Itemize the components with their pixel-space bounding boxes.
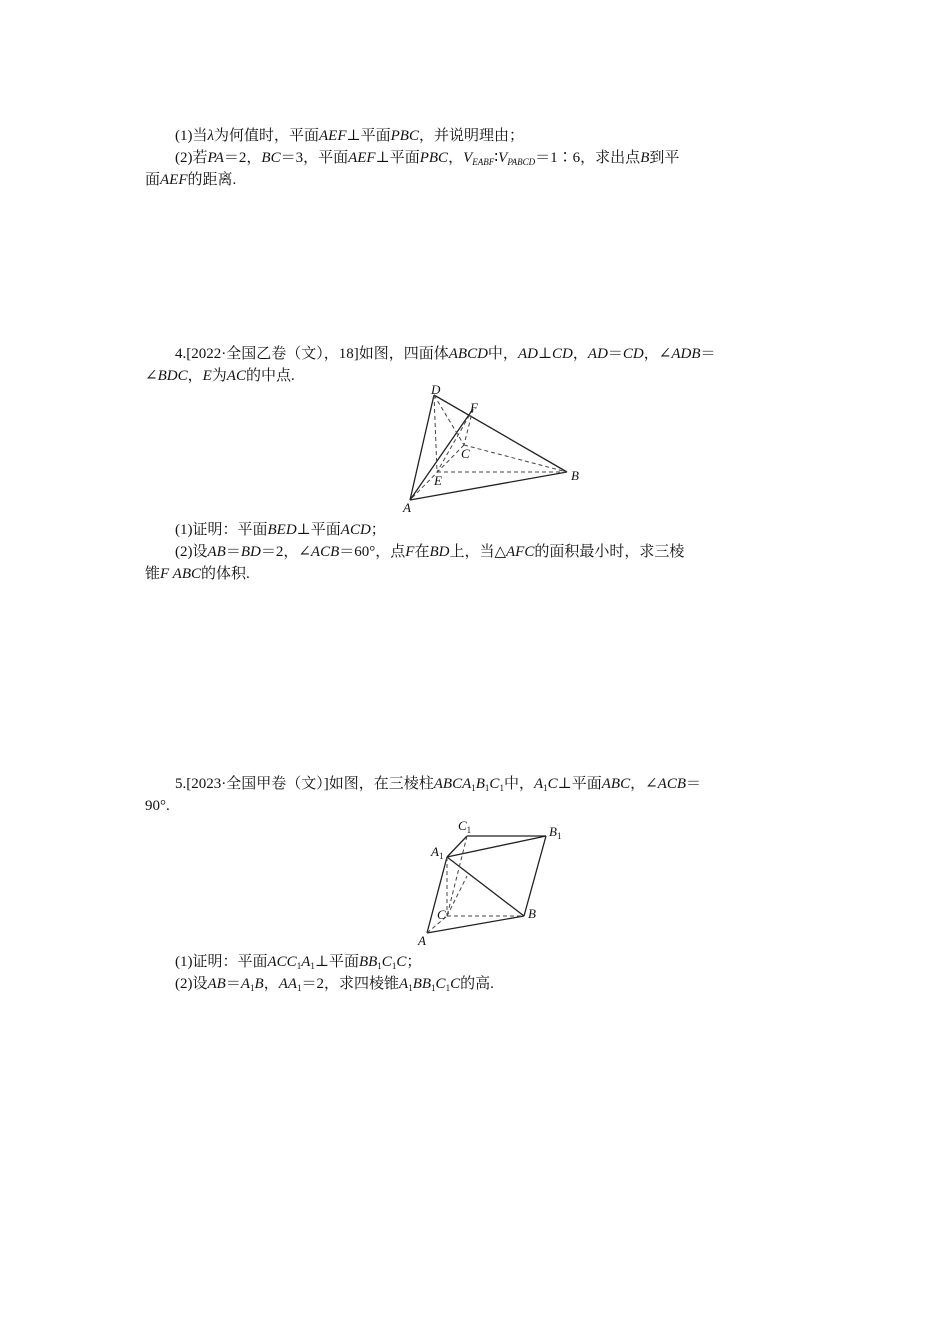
text-segment: ACD: [340, 522, 371, 538]
label-C: C: [437, 907, 446, 922]
text-segment: ABCD: [448, 346, 488, 362]
text-segment: F ABC: [160, 566, 201, 582]
text-segment: ＝: [700, 346, 716, 362]
text-segment: 的面积最小时，求三棱: [534, 544, 685, 560]
text-segment: λ: [207, 128, 214, 144]
text-segment: ACB: [310, 544, 340, 560]
text-segment: 的高.: [460, 976, 494, 992]
text-segment: AEF: [348, 150, 376, 166]
text-segment: ＝: [225, 544, 241, 560]
text-segment: ⊥: [537, 346, 553, 362]
text-segment: 为何值时，平面: [214, 128, 320, 144]
text-segment: BD: [429, 544, 450, 560]
text-segment: ＝: [607, 346, 623, 362]
text-segment: 在: [414, 544, 430, 560]
text-segment: AA: [278, 976, 298, 992]
text-segment: AEF: [160, 172, 188, 188]
label-A: A: [418, 933, 426, 947]
text-segment: ；: [370, 522, 386, 538]
text-segment: 1: [445, 983, 451, 993]
text-line-q5a: [175, 773, 810, 795]
text-segment: (2)设: [175, 976, 208, 992]
text-segment: CD: [552, 346, 573, 362]
label-B: B: [571, 468, 579, 483]
text-segment: 的体积.: [201, 566, 250, 582]
text-segment: ＝60°，点: [339, 544, 406, 560]
text-segment: C: [547, 776, 558, 792]
text-segment: B: [475, 776, 485, 792]
text-segment: BC: [261, 150, 281, 166]
text-segment: PA: [207, 150, 224, 166]
text-segment: ，∠: [630, 776, 658, 792]
text-segment: ＝2，: [223, 150, 262, 166]
label-F: F: [470, 400, 478, 415]
text-segment: PBC: [390, 128, 419, 144]
text-segment: AD: [517, 346, 538, 362]
text-segment: V: [463, 150, 473, 166]
text-segment: (1)当: [175, 128, 208, 144]
text-segment: CD: [622, 346, 644, 362]
text-segment: ，: [187, 368, 203, 384]
text-segment: 1: [310, 961, 315, 971]
text-segment: ＝2，∠: [260, 544, 311, 560]
label-B1: $B_1$: [549, 824, 562, 841]
text-segment: BD: [240, 544, 261, 560]
text-segment: ACC: [267, 954, 297, 970]
text-segment: 1: [431, 983, 436, 993]
label-B: B: [528, 906, 536, 921]
text-segment: B: [254, 976, 264, 992]
text-segment: 1: [250, 983, 255, 993]
text-segment: ；: [406, 954, 422, 970]
text-segment: ，并说明理由；: [418, 128, 524, 144]
text-segment: ，: [448, 150, 464, 166]
text-segment: E: [202, 368, 212, 384]
text-segment: F: [405, 544, 415, 560]
text-line-q4p2a: [175, 541, 810, 563]
text-segment: A: [301, 954, 311, 970]
text-segment: ＝1∶6，求出点: [535, 150, 641, 166]
text-line-q5p1: [175, 951, 810, 973]
label-E: E: [434, 473, 442, 488]
text-segment: 面: [145, 172, 161, 188]
text-segment: AEF: [319, 128, 347, 144]
text-segment: A: [399, 976, 409, 992]
text-segment: C: [450, 976, 461, 992]
text-segment: ＝3，平面: [280, 150, 349, 166]
text-segment: ∠: [145, 368, 158, 384]
text-segment: ，: [572, 346, 588, 362]
text-line-q4p1: [175, 519, 810, 541]
text-segment: ＝: [225, 976, 241, 992]
text-segment: (1)证明：平面: [175, 522, 268, 538]
text-segment: C: [435, 976, 446, 992]
text-segment: A: [533, 776, 544, 792]
text-segment: 5.[2023·全国甲卷（文）]如图，在三棱柱: [175, 776, 434, 792]
text-segment: ，: [263, 976, 279, 992]
text-segment: 到平: [649, 150, 680, 166]
text-segment: BB: [358, 954, 378, 970]
text-segment: AB: [207, 544, 226, 560]
text-line-q5p2: [175, 973, 810, 995]
text-segment: AB: [207, 976, 226, 992]
text-segment: C: [489, 776, 500, 792]
text-line-q3p2b: [145, 169, 810, 191]
text-segment: ⊥平面: [346, 128, 391, 144]
text-segment: BDC: [157, 368, 188, 384]
text-segment: 1: [297, 983, 302, 993]
text-segment: 为: [211, 368, 227, 384]
text-segment: AFC: [506, 544, 535, 560]
text-segment: 1: [408, 983, 413, 993]
text-segment: ⊥平面: [314, 954, 359, 970]
text-segment: ABCA: [433, 776, 472, 792]
text-segment: B: [640, 150, 650, 166]
text-segment: BED: [267, 522, 297, 538]
text-segment: 上，当△: [449, 544, 506, 560]
text-segment: 1: [471, 783, 476, 793]
text-segment: V: [498, 150, 508, 166]
text-segment: 1: [484, 783, 490, 793]
text-segment: 的中点.: [245, 368, 295, 384]
text-segment: 中，: [503, 776, 534, 792]
text-segment: 1: [543, 783, 548, 793]
text-segment: 锥: [145, 566, 161, 582]
text-line-q4p2b: [145, 563, 810, 585]
text-segment: 1: [296, 961, 302, 971]
label-A: A: [403, 500, 411, 515]
text-segment: A: [240, 976, 251, 992]
text-line-q3p1: [175, 125, 810, 147]
text-segment: ⊥平面: [557, 776, 602, 792]
text-segment: AC: [226, 368, 246, 384]
text-segment: 的距离.: [187, 172, 237, 188]
text-segment: 1: [377, 961, 382, 971]
tetrahedron-figure: [395, 383, 595, 515]
text-segment: ACB: [657, 776, 687, 792]
text-segment: PABCD: [507, 157, 536, 167]
text-segment: ⊥平面: [296, 522, 341, 538]
text-segment: 90°.: [145, 798, 170, 814]
label-D: D: [431, 383, 441, 397]
text-segment: (2)若: [175, 150, 208, 166]
text-segment: ADB: [671, 346, 701, 362]
text-segment: C: [381, 954, 392, 970]
label-C: C: [461, 446, 470, 461]
text-segment: (2)设: [175, 544, 208, 560]
text-segment: ABC: [601, 776, 631, 792]
text-segment: 1: [499, 783, 504, 793]
text-segment: 4.[2022·全国乙卷（文），18]如图，四面体: [175, 346, 449, 362]
text-line-q3p2a: [175, 147, 810, 169]
text-segment: ⊥平面: [375, 150, 420, 166]
text-segment: PBC: [419, 150, 449, 166]
text-segment: (1)证明：平面: [175, 954, 268, 970]
label-A1: $A_1$: [431, 844, 444, 861]
text-line-q5b: [145, 795, 810, 817]
text-segment: C: [396, 954, 407, 970]
text-segment: ＝2，求四棱锥: [301, 976, 400, 992]
text-segment: 中，: [487, 346, 518, 362]
text-segment: ，∠: [643, 346, 672, 362]
text-segment: AD: [587, 346, 608, 362]
text-segment: EABF: [472, 157, 495, 167]
text-segment: ∶: [494, 150, 499, 166]
label-C1: $C_1$: [458, 818, 472, 835]
prism-figure: [415, 815, 575, 947]
text-segment: BB: [412, 976, 432, 992]
text-segment: ＝: [686, 776, 702, 792]
text-segment: 1: [391, 961, 397, 971]
text-line-q4a: [175, 343, 810, 365]
